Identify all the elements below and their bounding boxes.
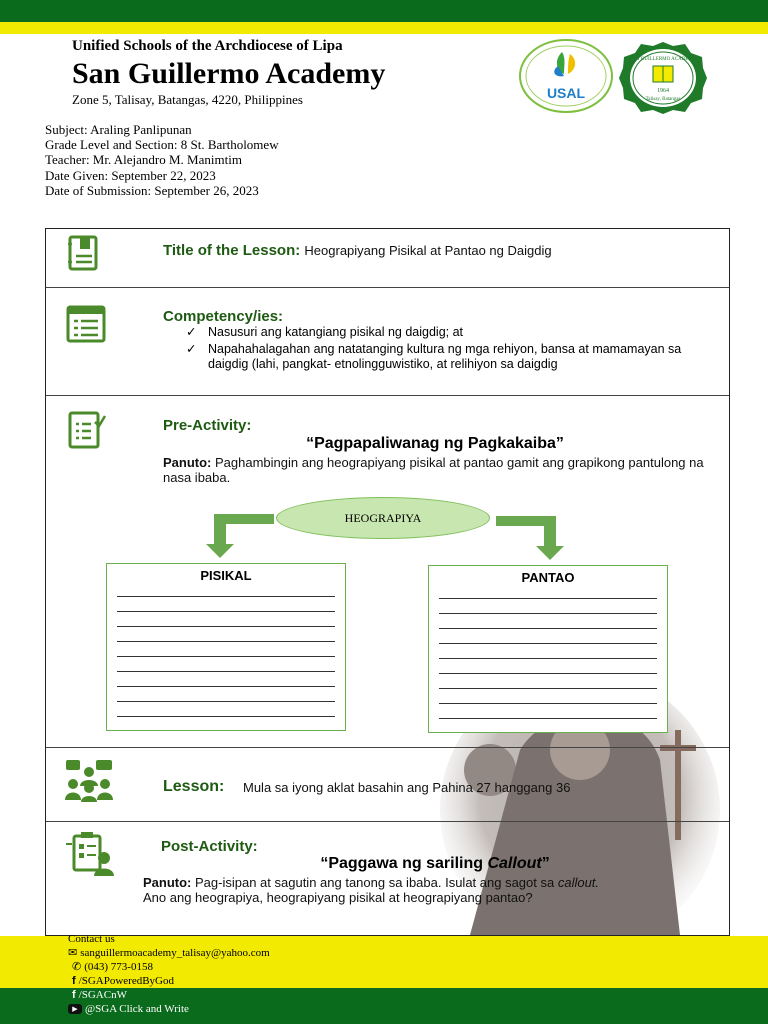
competency-item-1: ✓ Nasusuri ang katangiang pisikal ng daigdig; at (186, 325, 464, 339)
lesson-label: Lesson: (163, 778, 225, 795)
book-icon (64, 234, 102, 272)
answer-line[interactable] (117, 716, 335, 717)
divider-3 (46, 747, 729, 748)
left-arrow-icon (202, 510, 274, 560)
teacher-line: Teacher: Mr. Alejandro M. Manimtim (45, 152, 242, 168)
facebook-link-2[interactable]: /SGACnW (78, 989, 127, 1001)
post-activity-instructions: Panuto: Pag-isipan at sagutin ang tanong sa ibaba. Isulat ang sagot sa callout. Ano ang heograpiya, heograpiyang pisikal at heograpiyang pantao? (143, 875, 600, 905)
pisikal-box (106, 563, 346, 731)
group-discussion-icon (64, 758, 114, 802)
answer-line[interactable] (117, 701, 335, 702)
phone-number: (043) 773-0158 (84, 961, 153, 973)
answer-line[interactable] (439, 718, 657, 719)
phone-row (68, 960, 270, 974)
answer-line[interactable] (439, 628, 657, 629)
answer-line[interactable] (439, 658, 657, 659)
answer-line[interactable] (439, 688, 657, 689)
subject-line: Subject: Araling Panlipunan (45, 122, 192, 137)
document-list-icon (66, 305, 106, 343)
svg-text:SAN GUILLERMO ACADEMY: SAN GUILLERMO ACADEMY (629, 57, 697, 62)
svg-text:USAL: USAL (546, 85, 586, 101)
title-of-lesson-value: Heograpiyang Pisikal at Pantao ng Daigdig (304, 243, 552, 258)
facebook-icon: f (72, 975, 76, 987)
facebook-row-1 (68, 974, 270, 988)
answer-line[interactable] (117, 686, 335, 687)
youtube-link[interactable]: @SGA Click and Write (85, 1003, 189, 1015)
top-green-band (0, 0, 768, 22)
email-link[interactable]: sanguillermoacademy_talisay@yahoo.com (80, 947, 270, 959)
clipboard-person-icon (64, 830, 116, 876)
facebook-link-1[interactable]: /SGAPoweredByGod (78, 975, 175, 987)
school-name: San Guillermo Academy (72, 57, 386, 90)
youtube-row (68, 1002, 270, 1016)
answer-line[interactable] (439, 613, 657, 614)
answer-line[interactable] (439, 598, 657, 599)
lesson-text: Mula sa iyong aklat basahin ang Pahina 27 hanggang 36 (243, 780, 571, 795)
right-arrow-icon (496, 512, 572, 562)
checklist-icon (67, 410, 107, 450)
answer-line[interactable] (439, 673, 657, 674)
top-yellow-band (0, 22, 768, 34)
check-icon: ✓ (186, 325, 197, 339)
answer-line[interactable] (117, 611, 335, 612)
date-given-line: Date Given: September 22, 2023 (45, 167, 216, 183)
pantao-box (428, 565, 668, 733)
contact-footer (68, 932, 270, 1016)
title-of-lesson-row (163, 242, 552, 259)
email-row (68, 946, 270, 960)
youtube-icon: ▶ (68, 1004, 82, 1014)
facebook-row-2 (68, 988, 270, 1002)
assignment-info (45, 122, 279, 198)
competency-item-2: ✓ Napahahalagahan ang natatanging kultura ng mga rehiyon, bansa at mamamayan sa daigdig (lahi, pangkat- etnolingguwistiko, at relihiyon sa daigdig (186, 342, 682, 371)
answer-line[interactable] (439, 703, 657, 704)
usal-logo (518, 38, 614, 114)
pre-activity-heading: “Pagpapaliwanag ng Pagkakaiba” (306, 435, 564, 452)
phone-icon: ✆ (72, 961, 82, 973)
svg-text:Talisay, Batangas: Talisay, Batangas (645, 97, 681, 102)
pisikal-title: PISIKAL (200, 568, 252, 583)
answer-line[interactable] (117, 626, 335, 627)
envelope-icon: ✉ (68, 947, 78, 959)
answer-line[interactable] (439, 643, 657, 644)
school-address: Zone 5, Talisay, Batangas, 4220, Philippines (72, 92, 303, 107)
answer-line[interactable] (117, 671, 335, 672)
contact-label: Contact us (68, 933, 115, 945)
check-icon: ✓ (186, 342, 197, 356)
svg-text:1964: 1964 (657, 88, 669, 94)
answer-line[interactable] (117, 656, 335, 657)
sga-seal (619, 40, 707, 116)
answer-line[interactable] (117, 641, 335, 642)
pantao-title: PANTAO (521, 570, 575, 585)
post-activity-heading: “Paggawa ng sariling Callout” (320, 855, 550, 872)
divider-1 (46, 287, 729, 288)
grade-line: Grade Level and Section: 8 St. Bartholomew (45, 137, 279, 153)
pre-activity-label: Pre-Activity: (163, 417, 252, 434)
heograpiya-node: HEOGRAPIYA (276, 497, 490, 539)
post-activity-label: Post-Activity: (161, 838, 258, 855)
facebook-icon: f (72, 989, 76, 1001)
school-subtitle: Unified Schools of the Archdiocese of Lipa (72, 38, 343, 54)
competency-label: Competency/ies: (163, 308, 284, 325)
divider-4 (46, 821, 729, 822)
divider-2 (46, 395, 729, 396)
title-of-lesson-label: Title of the Lesson: (163, 242, 301, 259)
date-submission-line: Date of Submission: September 26, 2023 (45, 182, 259, 198)
answer-line[interactable] (117, 596, 335, 597)
pre-activity-instructions: Panuto: Paghambingin ang heograpiyang pisikal at pantao gamit ang grapikong pantulong na nasa ibaba. (163, 455, 704, 485)
